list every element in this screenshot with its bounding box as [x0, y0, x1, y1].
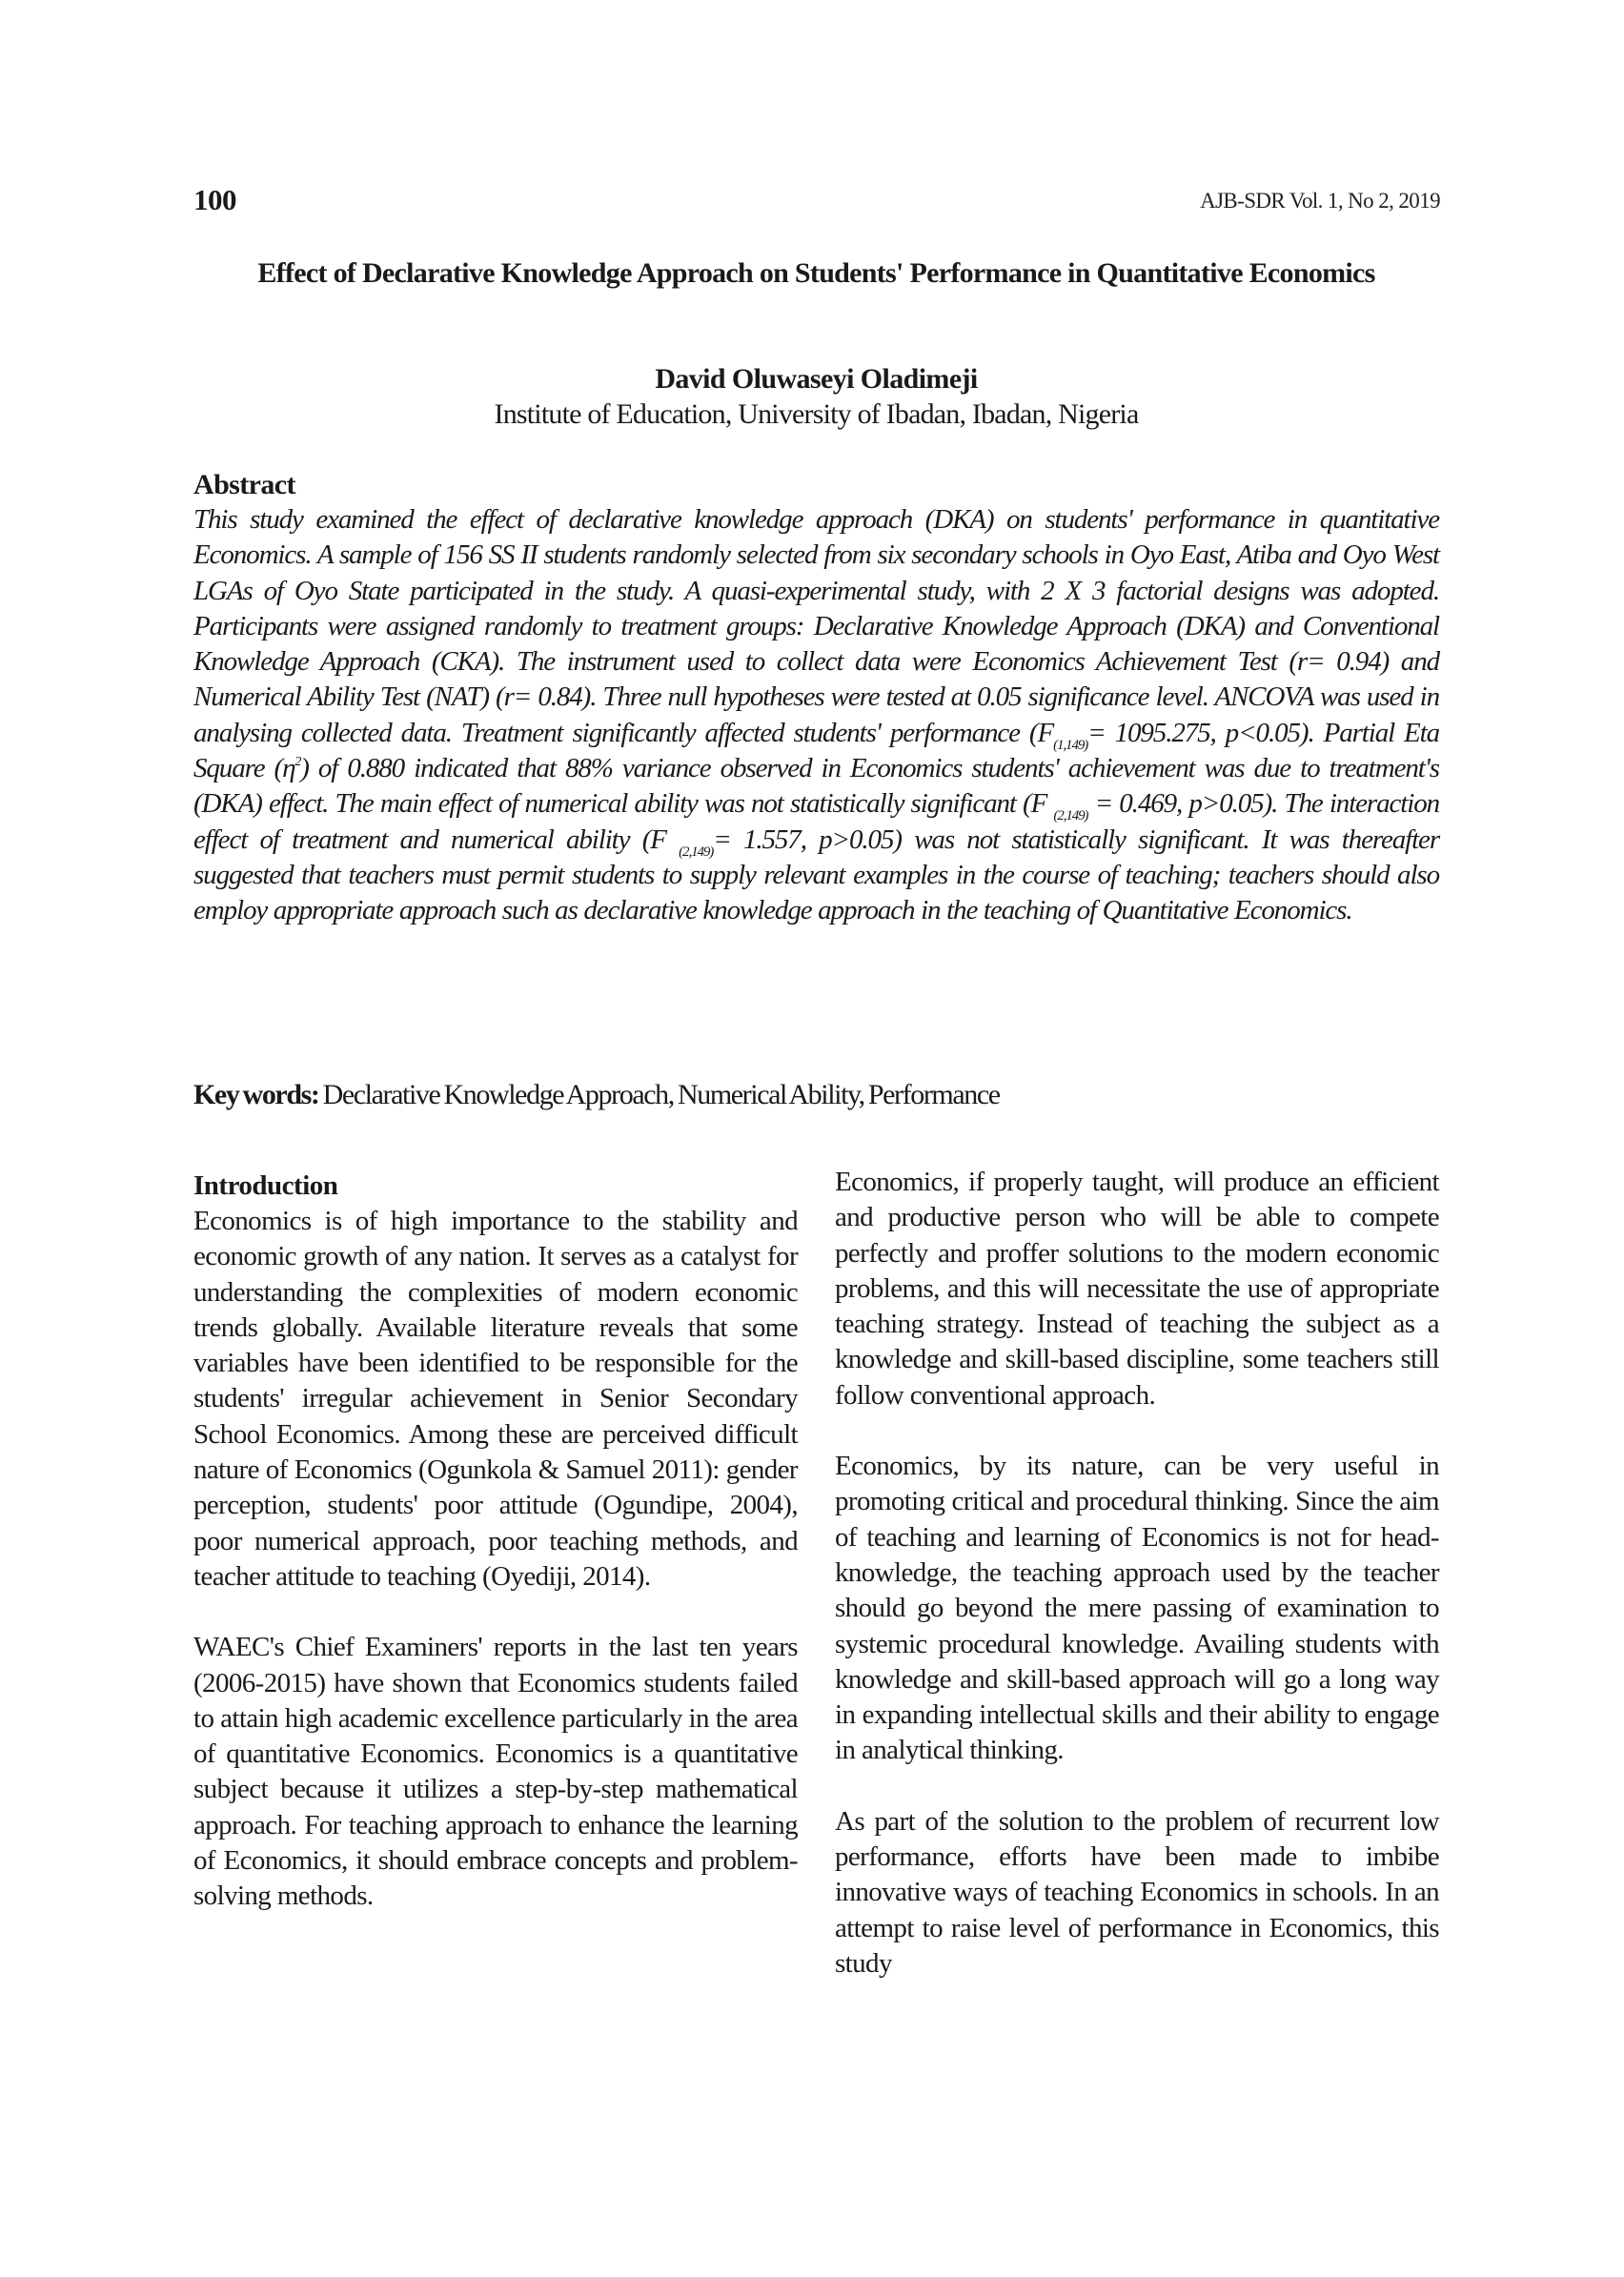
keywords-value: Declarative Knowledge Approach, Numerical Ability, Performance [318, 1079, 1000, 1110]
author-affiliation: Institute of Education, University of Ibadan, Ibadan, Nigeria [494, 398, 1139, 430]
keywords-label: Key words: [193, 1079, 319, 1110]
abstract-heading: Abstract [193, 469, 295, 500]
abstract-text: This study examined the effect of declarative knowledge approach (DKA) on students' performance in quantitative Economics. A sample of 156 SS II students randomly selected from six secondary schools in Oyo East, Atiba and Oyo West LGAs of Oyo State participated in the study. A quasi-experimental study, with 2 X 3 factorial designs was adopted. Participants were assigned randomly to treatment groups: Declarative Knowledge Approach (DKA) and Conventional Knowledge Approach (CKA). The instrument used to collect data were Economics Achievement Test (r= 0.94) and Numerical Ability Test (NAT) (r= 0.84). Three null hypotheses were tested at 0.05 significance level. ANCOVA was used in analysing collected data. Treatment significantly affected students' performance (F [193, 504, 1439, 748]
abstract-text: = 1.557, p>0.05) was not statistically significant. It was thereafter suggested that teachers must permit students to supply relevant examples in the course of teaching; teachers should also employ appropriate approach such as declarative knowledge approach in the teaching of Quantitative Economics. [193, 823, 1440, 926]
keywords [193, 1079, 1000, 1111]
abstract-superscript: 2 [294, 755, 301, 770]
body-paragraph: WAEC's Chief Examiners' reports in the last ten years (2006-2015) have shown that Economics students failed to attain high academic excellence particularly in the area of quantitative Economics. Economics is a quantitative subject because it utilizes a step-by-step mathematical approach. For teaching approach to enhance the learning of Economics, it should embrace concepts and problem-solving methods. [193, 1632, 798, 1912]
article-title: Effect of Declarative Knowledge Approach on Students' Performance in Quantitative Economics [257, 257, 1375, 289]
body-column-right [835, 1165, 1439, 2017]
abstract-body [193, 502, 1439, 929]
body-column-left [193, 1169, 798, 1950]
abstract-text: = 0.469, p>0.05). The interaction effect of treatment and numerical ability (F [193, 788, 1439, 855]
body-paragraph: Economics, by its nature, can be very useful in promoting critical and procedural thinking. Since the aim of teaching and learning of Economics is not for head-knowledge, the teaching approach used by the teacher should go beyond the mere passing of examination to systemic procedural knowledge. Availing students with knowledge and skill-based approach will go a long way in expanding intellectual skills and their ability to engage in analytical thinking. [835, 1451, 1439, 1766]
abstract-text: = 1095.275, p<0.05). Partial Eta Square (η [193, 717, 1439, 784]
running-header-journal: AJB-SDR Vol. 1, No 2, 2019 [1200, 189, 1440, 213]
author-name: David Oluwaseyi Oladimeji [655, 363, 978, 395]
body-paragraph: As part of the solution to the problem of recurrent low performance, efforts have been made to imbibe innovative ways of teaching Economics in schools. In an attempt to raise level of performance in Economics, this study [835, 1805, 1439, 1979]
body-paragraph: Economics, if properly taught, will produce an efficient and productive person who will be able to compete perfectly and proffer solutions to the modern economic problems, and this will necessitate the use of appropriate teaching strategy. Instead of teaching the subject as a knowledge and skill-based discipline, some teachers still follow conventional approach. [835, 1167, 1439, 1411]
body-paragraph: Economics is of high importance to the stability and economic growth of any nation. It serves as a catalyst for understanding the complexities of modern economic trends globally. Available literature reveals that some variables have been identified to be responsible for the students' irregular achievement in Senior Secondary School Economics. Among these are perceived difficult nature of Economics (Ogunkola & Samuel 2011): gender perception, students' poor attitude (Ogundipe, 2004), poor numerical approach, poor teaching methods, and teacher attitude to teaching (Oyediji, 2014). [193, 1206, 798, 1592]
abstract-subscript: (1,149) [1053, 737, 1088, 753]
section-heading-introduction: Introduction [193, 1170, 338, 1201]
abstract-subscript: (2,149) [679, 844, 714, 860]
abstract-text: ) of 0.880 indicated that 88% variance observed in Economics students' achievement was due to treatment's (DKA) effect. The main effect of numerical ability was not statistically significant (F [193, 753, 1439, 820]
page-number: 100 [193, 183, 236, 216]
abstract-subscript: (2,149) [1053, 808, 1088, 824]
